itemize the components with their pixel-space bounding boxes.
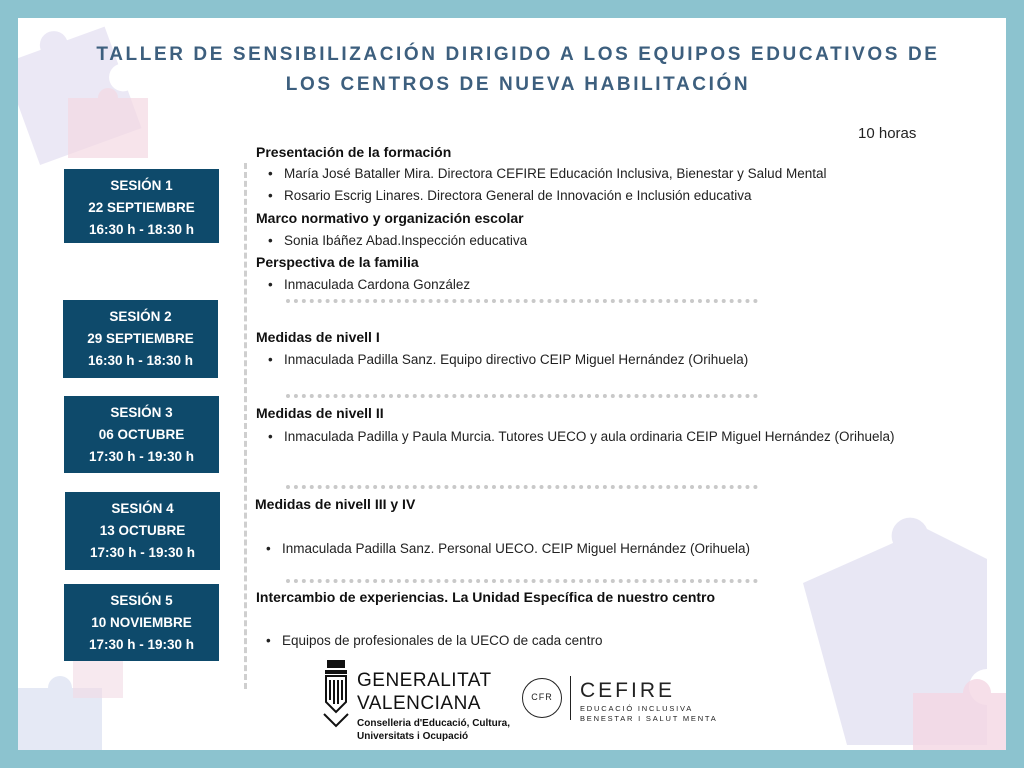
gva-name-line-2: VALENCIANA [357,693,481,714]
cefire-divider [570,676,571,720]
block-4-item-1: • Inmaculada Padilla Sanz. Equipo directivo CEIP Miguel Hernández (Orihuela) [284,349,914,371]
block-1-item-1: • María José Bataller Mira. Directora CEFIRE Educación Inclusiva, Bienestar y Salud Mental [284,163,914,185]
block-5-item-1: • Inmaculada Padilla y Paula Murcia. Tutores UECO y aula ordinaria CEIP Miguel Hernández (Orihuela) [284,426,896,448]
cefire-badge-icon [522,678,562,718]
title-line-2: LOS CENTROS DE NUEVA HABILITACIÓN [285,74,751,95]
cefire-badge-text: CFR [531,692,553,702]
flyer-page [18,18,1006,750]
gva-subtitle-2: Universitats i Ocupació [357,731,469,742]
session-time: 17:30 h - 19:30 h [89,545,196,560]
block-6-heading: Medidas de nivell III y IV [255,496,416,512]
block-4-heading: Medidas de nivell I [256,329,380,345]
session-time: 16:30 h - 18:30 h [87,353,194,368]
block-1-item-2: • Rosario Escrig Linares. Directora General de Innovación e Inclusión educativa [284,185,914,207]
session-date: 29 SEPTIEMBRE [87,331,194,346]
page-title [78,40,958,100]
session-label: SESIÓN 5 [110,593,173,608]
session-label: SESIÓN 1 [110,178,173,193]
session-box-4 [65,492,220,570]
separator-4 [286,579,758,583]
gva-subtitle-1: Conselleria d'Educació, Cultura, [357,718,510,729]
block-7-heading: Intercambio de experiencias. La Unidad Específica de nuestro centro [256,589,716,605]
vertical-divider [244,163,247,689]
session-box-1 [64,169,219,243]
cefire-subtitle-2: BENESTAR I SALUT MENTA [580,714,718,723]
cefire-name: CEFIRE [580,679,676,702]
block-6-item-1: • Inmaculada Padilla Sanz. Personal UECO. CEIP Miguel Hernández (Orihuela) [282,538,912,560]
block-1-heading: Presentación de la formación [256,144,452,160]
block-2-item-1: • Sonia Ibáñez Abad.Inspección educativa [284,230,914,252]
block-3-heading: Perspectiva de la familia [256,254,419,270]
course-hours: 10 horas [858,125,917,142]
session-time: 16:30 h - 18:30 h [88,222,195,237]
session-time: 17:30 h - 19:30 h [88,449,195,464]
gva-logo [323,658,513,746]
puzzle-piece-bottom-left-icon [18,658,128,750]
session-date: 13 OCTUBRE [99,523,186,538]
separator-1 [286,299,758,303]
block-2-heading: Marco normativo y organización escolar [256,210,524,226]
separator-3 [286,485,758,489]
block-5-heading: Medidas de nivell II [256,405,384,421]
block-3-item-1: • Inmaculada Cardona González [284,274,914,296]
session-label: SESIÓN 3 [110,405,173,420]
session-box-3 [64,396,219,473]
session-label: SESIÓN 2 [109,309,172,324]
session-time: 17:30 h - 19:30 h [88,637,195,652]
session-box-2 [63,300,218,378]
session-date: 06 OCTUBRE [98,427,185,442]
cefire-logo [522,676,732,726]
block-7-item-1: • Equipos de profesionales de la UECO de cada centro [282,630,912,652]
title-line-1: TALLER DE SENSIBILIZACIÓN DIRIGIDO A LOS EQUIPOS EDUCATIVOS DE [96,44,940,65]
gva-crest-icon [323,660,349,728]
cefire-subtitle-1: EDUCACIÓ INCLUSIVA [580,704,694,713]
session-date: 10 NOVIEMBRE [91,615,192,630]
separator-2 [286,394,758,398]
session-box-5 [64,584,219,661]
gva-name-line-1: GENERALITAT [357,670,492,691]
session-date: 22 SEPTIEMBRE [88,200,195,215]
session-label: SESIÓN 4 [111,501,174,516]
